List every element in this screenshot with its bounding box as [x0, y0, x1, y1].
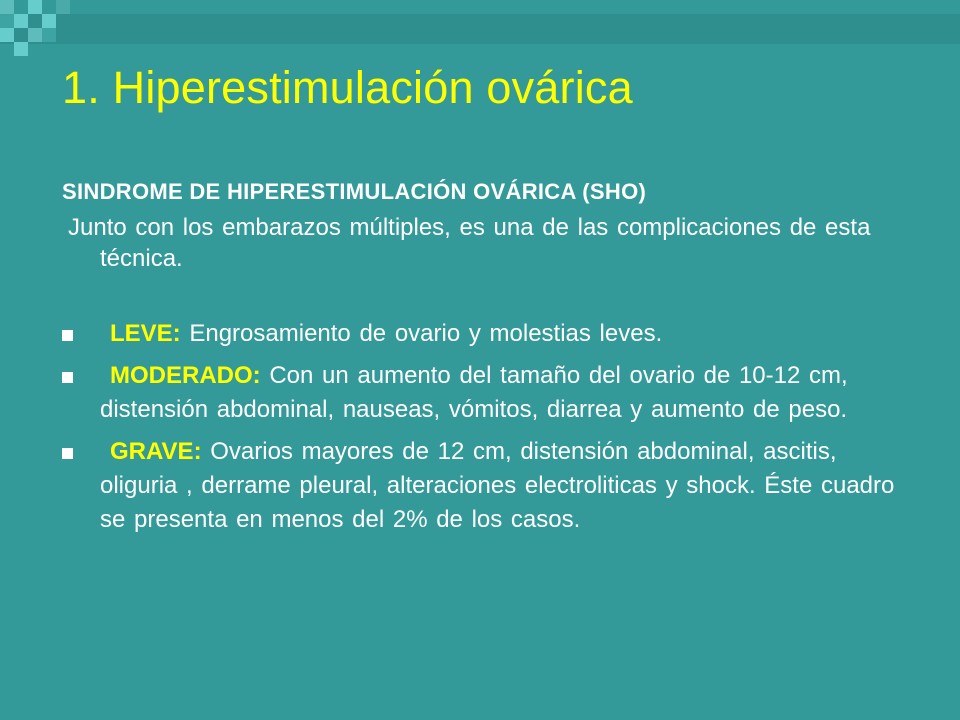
- list-item-moderado: [62, 359, 912, 427]
- list-item-grave: [62, 435, 912, 537]
- severity-description: Engrosamiento de ovario y molestias leves.: [180, 320, 663, 347]
- list-item-leve: [62, 317, 912, 351]
- square-bullet-icon: [62, 372, 73, 383]
- header-band: [0, 14, 960, 44]
- severity-label: MODERADO:: [110, 362, 261, 389]
- slide-content: [62, 172, 912, 545]
- square-bullet-icon: [62, 448, 73, 459]
- severity-label: LEVE:: [110, 320, 181, 347]
- severity-description: Ovarios mayores de 12 cm, distensión abdominal, ascitis, oliguria , derrame pleural, alteraciones electroliticas y shock. Éste cuadro se presenta en menos del 2% de los casos.: [100, 438, 895, 533]
- square-bullet-icon: [62, 330, 73, 341]
- section-subtitle: SINDROME DE HIPERESTIMULACIÓN OVÁRICA (SHO): [62, 179, 647, 204]
- intro-paragraph: Junto con los embarazos múltiples, es una de las complicaciones de esta técnica.: [68, 214, 871, 272]
- severity-label: GRAVE:: [110, 438, 202, 465]
- severity-description: Con un aumento del tamaño del ovario de 10-12 cm, distensión abdominal, nauseas, vómitos, diarrea y aumento de peso.: [100, 362, 848, 423]
- severity-list: [62, 317, 912, 537]
- slide-title: 1. Hiperestimulación ovárica: [62, 62, 633, 113]
